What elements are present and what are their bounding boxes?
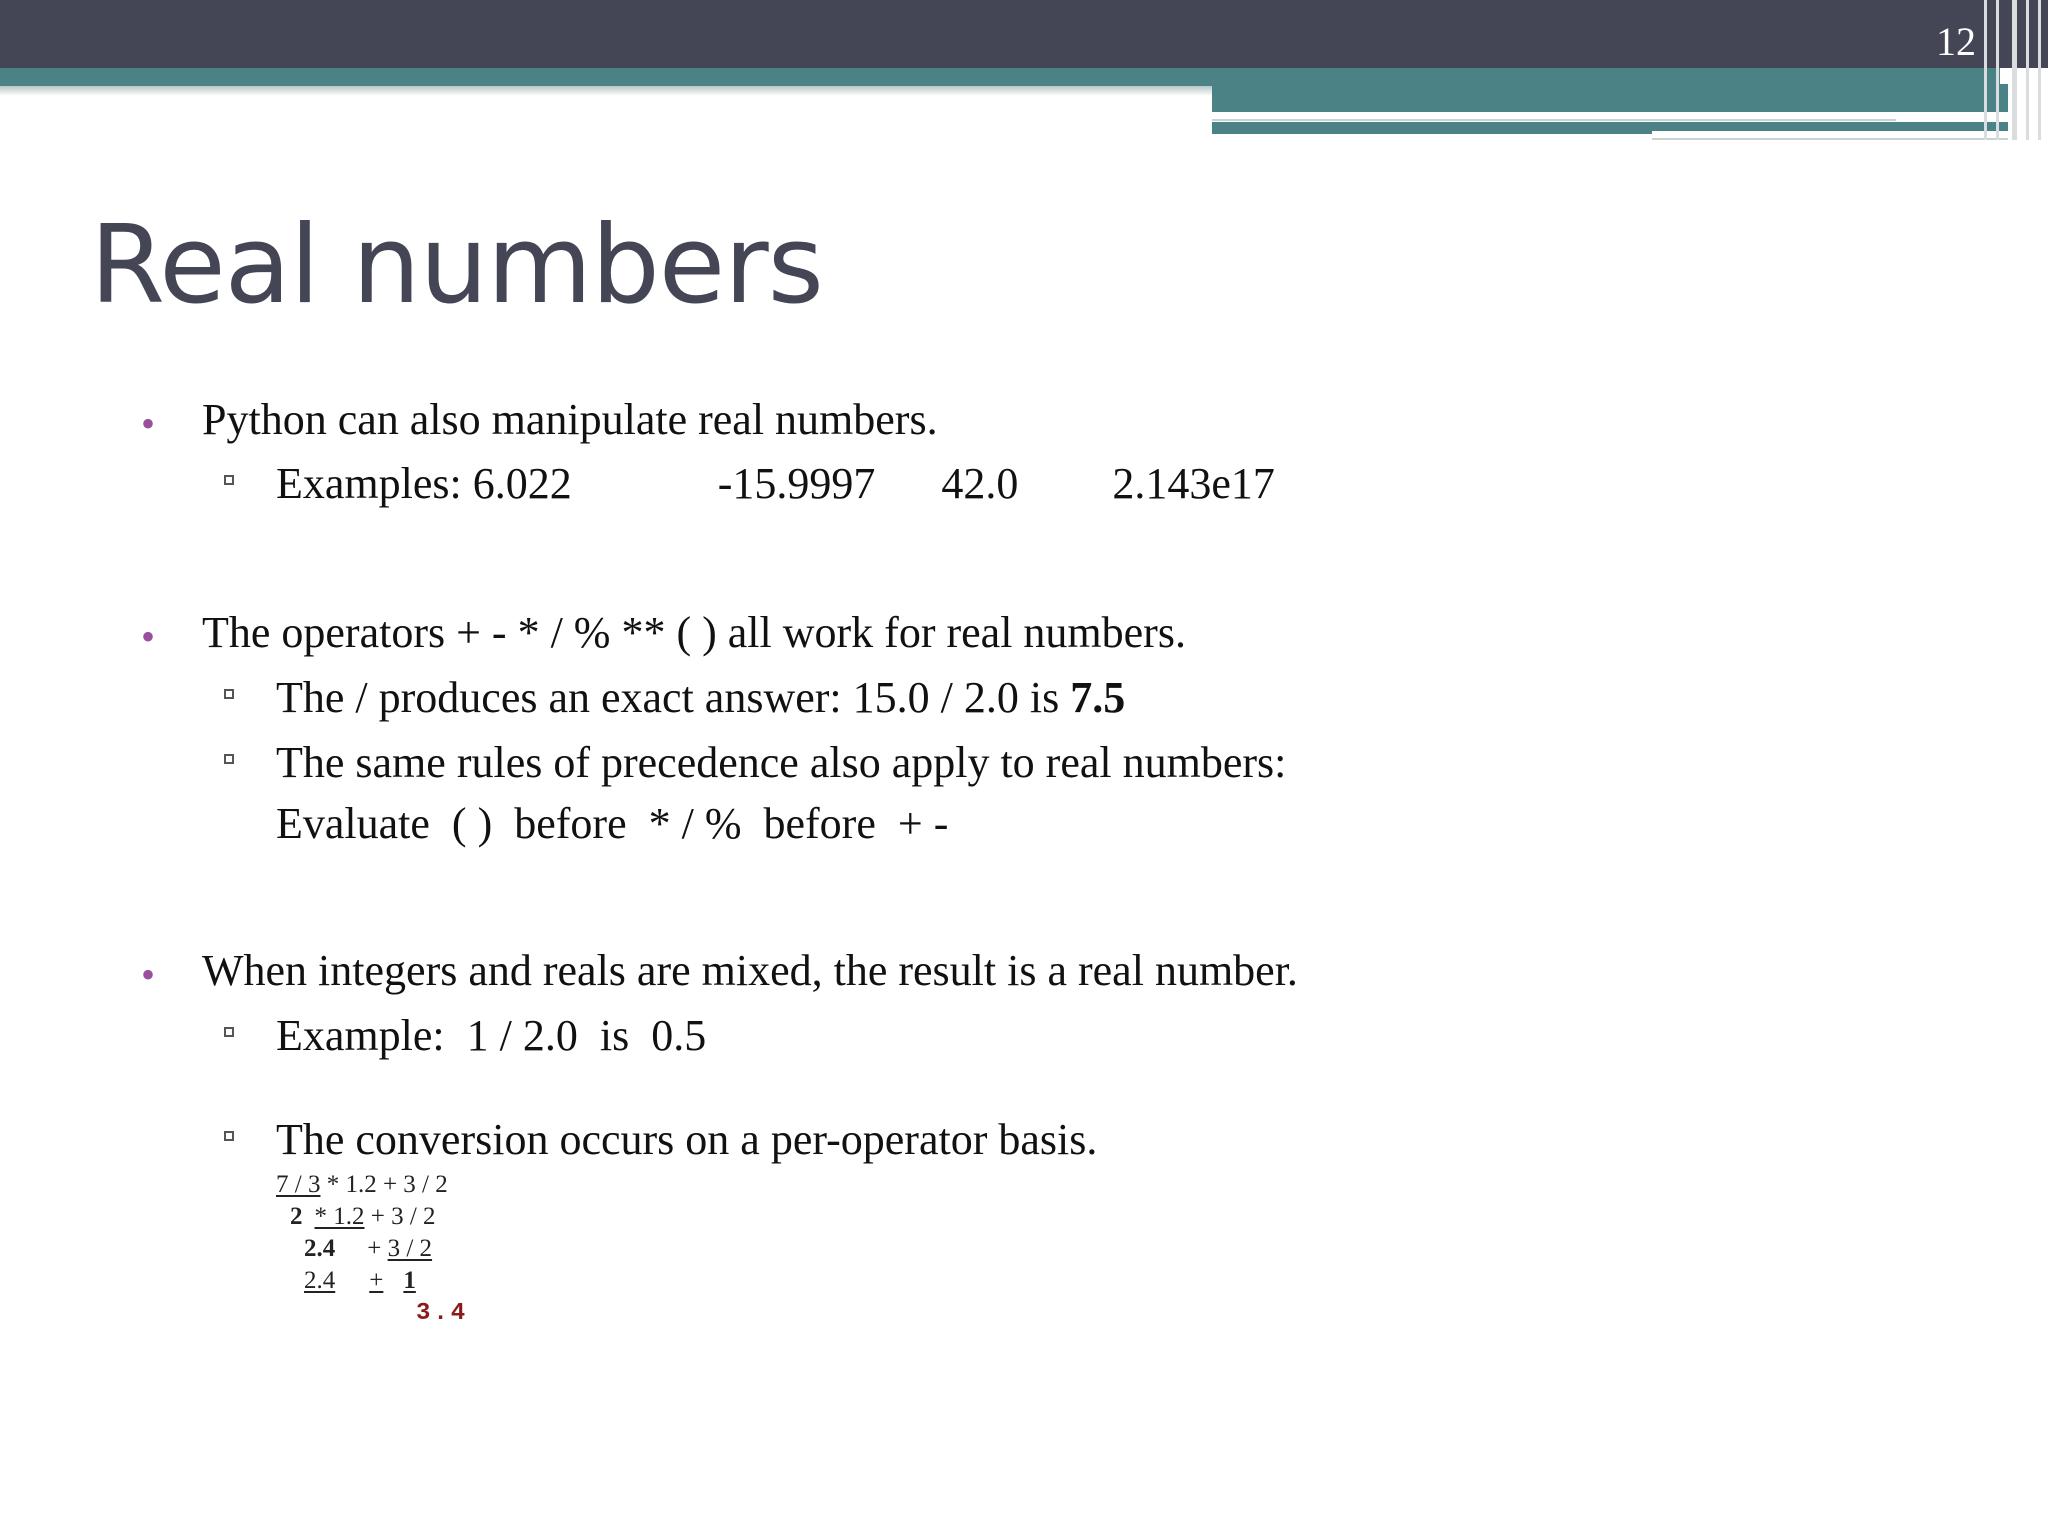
- sub-bullet-marker: [224, 1027, 234, 1037]
- bullet-dot: •: [141, 952, 156, 997]
- sub-bullet-marker: [224, 475, 234, 485]
- sub-bullet-marker: [224, 689, 234, 699]
- precedence-part: * / %: [648, 799, 742, 848]
- examples-label: Examples:: [276, 459, 462, 508]
- bullet-2-sub-1: [276, 672, 1125, 725]
- bullet-dot: •: [141, 614, 156, 659]
- header-accent-line-2: [1652, 131, 2008, 140]
- conversion-final-result: 3.4: [416, 1300, 469, 1327]
- conversion-step-result: 2: [290, 1203, 303, 1230]
- header-dark-band: [0, 0, 2048, 68]
- sub-bullet-marker: [224, 754, 234, 764]
- sub-bullet-marker: [224, 1131, 234, 1141]
- precedence-part: before: [514, 799, 627, 848]
- example-value: 6.022: [472, 459, 572, 508]
- conversion-line-1: [276, 1172, 448, 1197]
- conversion-line-2: [290, 1204, 436, 1229]
- bullet-dot: •: [141, 401, 156, 446]
- conversion-line-3: [304, 1236, 432, 1261]
- example-value: 42.0: [941, 459, 1019, 508]
- bullet-2-sub-2: The same rules of precedence also apply to real numbers:: [276, 738, 1287, 787]
- mixed-example-part: is: [599, 1011, 630, 1060]
- bullet-3-sub-2: The conversion occurs on a per-operator basis.: [276, 1115, 1098, 1164]
- conversion-step-result: 1: [403, 1267, 416, 1294]
- mixed-example-part: Example:: [276, 1011, 445, 1060]
- slide-title: Real numbers: [90, 203, 823, 328]
- bullet-2-text: The operators + - * / % ** ( ) all work for real numbers.: [202, 608, 1186, 657]
- conversion-plus: +: [369, 1267, 384, 1294]
- conversion-step-op: * 1.2: [314, 1203, 365, 1230]
- conversion-line-4: [304, 1268, 416, 1293]
- conversion-step-rest: * 1.2 + 3 / 2: [326, 1171, 448, 1198]
- header-vertical-line: [2012, 0, 2017, 140]
- header-vertical-line: [1996, 0, 1999, 140]
- bullet-1-text: Python can also manipulate real numbers.: [202, 395, 938, 444]
- exact-answer-text: The / produces an exact answer: 15.0 / 2.0 is: [276, 673, 1060, 722]
- example-value: 2.143e17: [1112, 459, 1275, 508]
- conversion-step-result: 2.4: [304, 1235, 336, 1262]
- precedence-part: before: [763, 799, 876, 848]
- conversion-value: 2.4: [304, 1267, 336, 1294]
- precedence-part: ( ): [451, 799, 493, 848]
- conversion-step-op: 7 / 3: [276, 1171, 321, 1198]
- bullet-1-examples: [276, 458, 1275, 511]
- conversion-plus: +: [367, 1235, 382, 1262]
- header-teal-right-block: [1212, 84, 2008, 112]
- conversion-step-op: [304, 1267, 416, 1294]
- header-accent-line-1: [1212, 112, 1896, 121]
- header-vertical-line: [2038, 0, 2041, 140]
- header-vertical-line: [1984, 0, 1987, 140]
- header-vertical-line: [2026, 0, 2029, 140]
- conversion-step-op: 3 / 2: [387, 1235, 433, 1262]
- precedence-line: [276, 798, 948, 851]
- bullet-3-text: When integers and reals are mixed, the result is a real number.: [202, 946, 1298, 995]
- precedence-part: + -: [897, 799, 949, 848]
- example-value: -15.9997: [717, 459, 876, 508]
- slide-number: 12: [1936, 19, 1976, 64]
- conversion-step-rest: + 3 / 2: [370, 1203, 436, 1230]
- mixed-example-part: 0.5: [651, 1011, 707, 1060]
- bullet-3-sub-1: [276, 1010, 706, 1063]
- precedence-part: Evaluate: [276, 799, 430, 848]
- mixed-example-part: 1 / 2.0: [466, 1011, 578, 1060]
- exact-answer-value: 7.5: [1070, 673, 1126, 722]
